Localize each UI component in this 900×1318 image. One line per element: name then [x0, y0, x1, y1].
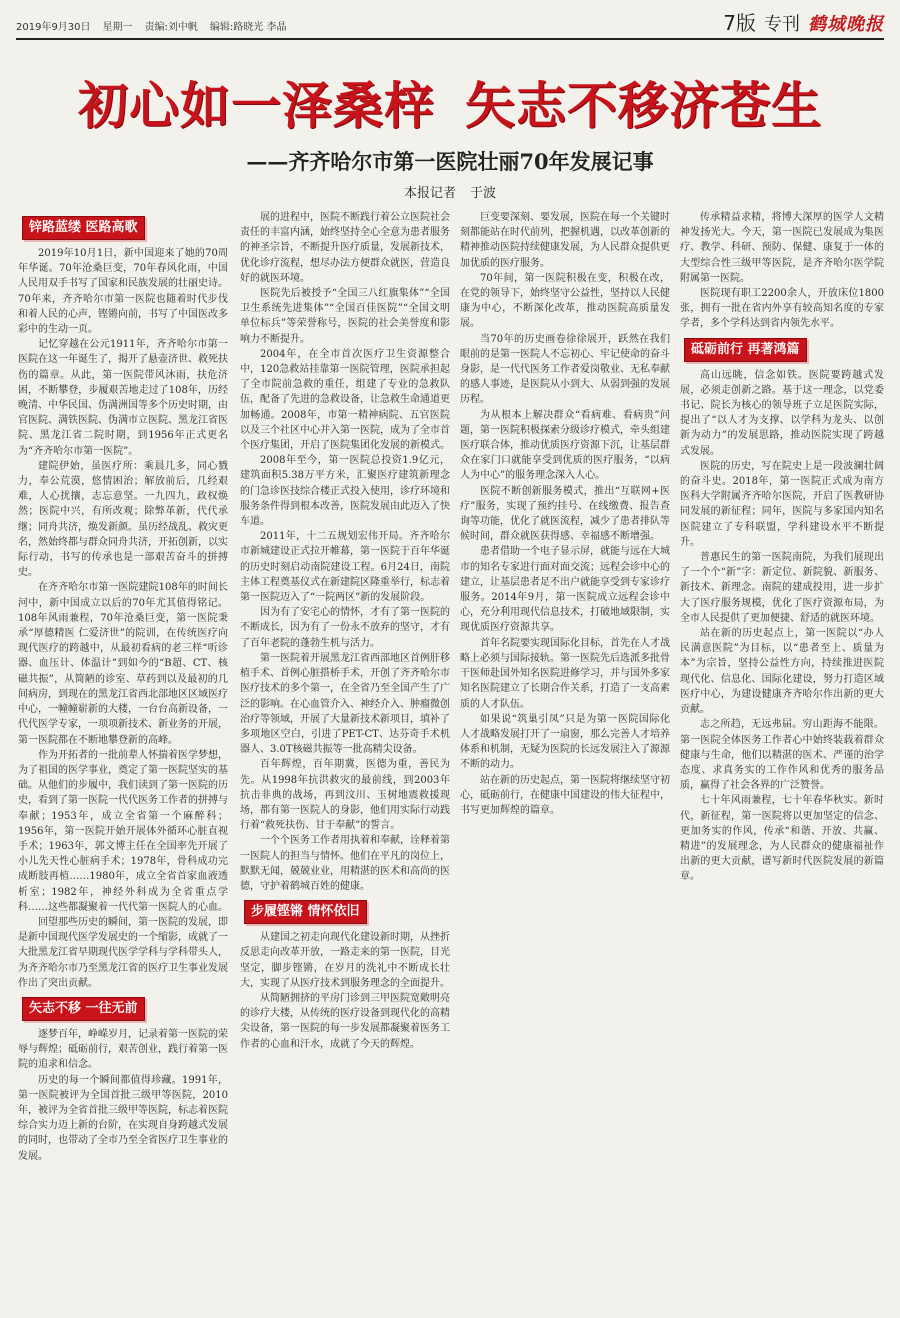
paragraph: 百年辉煌，百年期冀，医德为重，善民为先。从1998年抗洪救灾的最前线，到2003年抗击非典的战场，再到汶川、玉树地震救援现场，都有第一医院人的身影，他们用实际行动践行着“救死扶伤、甘于奉献”的誓言。 — [240, 759, 450, 832]
paragraph: 站在新的历史起点上，第一医院以“办人民满意医院”为目标，以“患者至上、质量为本”为宗旨，坚持公益性方向，持续推进医院现代化、信息化、国际化建设，努力打造区域医疗中心，为建设健康齐齐哈尔作出新的更大贡献。 — [680, 628, 884, 716]
paragraph: 2008年至今，第一医院总投资1.9亿元，建筑面积5.38万平方米，汇聚医疗建筑新理念的门急诊医技综合楼正式投入使用，诊疗环境和服务条件得到根本改善，医院发展由此迈入了快车道。 — [240, 455, 450, 528]
paragraph: 医院的历史，写在院史上是一段波澜壮阔的奋斗史。2018年，第一医院正式成为南方医科大学附属齐齐哈尔医院，开启了医教研协同发展的新征程；同年，医院与多家国内知名医院建立了专科联盟，学科建设水平不断提升。 — [680, 460, 884, 548]
paragraph: 从简陋拥挤的平房门诊到三甲医院宽敞明亮的诊疗大楼，从传统的医疗设备到现代化的高精尖设备，第一医院的每一步发展都凝聚着医务工作者的心血和汗水，成就了今天的辉煌。 — [240, 992, 450, 1050]
paragraph: 当70年的历史画卷徐徐展开，跃然在我们眼前的是第一医院人不忘初心、牢记使命的奋斗身影，是一代代医务工作者爱岗敬业、无私奉献的感人事迹，是医院从小到大、从弱到强的发展历程。 — [460, 333, 670, 406]
col1b-body — [18, 1027, 228, 1164]
section-name: 专刊 — [764, 14, 800, 35]
section-heading-2: 矢志不移 一往无前 — [22, 997, 145, 1021]
byline — [0, 182, 900, 201]
paragraph: 回望那些历史的瞬间，第一医院的发展，即是新中国现代医学发展史的一个缩影，成就了一大批黑龙江省早期现代医学学科与学科带头人，为齐齐哈尔市乃至黑龙江省的医疗卫生事业发展作出了突出贡献。 — [18, 916, 228, 989]
paragraph: 为从根本上解决群众“看病难、看病贵”问题，第一医院积极探索分级诊疗模式，牵头组建医疗联合体，推动优质医疗资源下沉，让基层群众在家门口就能享受到优质的医疗服务，“以病人为中心”的服务理念深入人心。 — [460, 409, 670, 482]
paragraph: 70年间，第一医院积极在变，积极在改，在党的领导下，始终坚守公益性，坚持以人民健康为中心，不断深化改革，推动医院高质量发展。 — [460, 272, 670, 330]
paragraph: 医院不断创新服务模式，推出“互联网+医疗”服务，实现了预约挂号、在线缴费、报告查询等功能，优化了就医流程，减少了患者排队等候时间，群众就医获得感、幸福感不断增强。 — [460, 485, 670, 543]
article-column-2 — [240, 210, 450, 1300]
issue-weekday: 星期一 — [102, 22, 133, 33]
article-column-3 — [460, 210, 670, 1300]
page-number: 7版 — [723, 11, 756, 35]
paragraph: 展的进程中，医院不断践行着公立医院社会责任的丰富内涵，始终坚持全心全意为患者服务的神圣宗旨，不断提升医疗质量，发展新技术，优化诊疗流程，想尽办法方便群众就医，营造良好的就医环境。 — [240, 212, 450, 284]
header-meta — [16, 18, 286, 38]
paragraph: 建院伊始，虽医疗所：乘晨几多，同心戮力，奉公荒漠，悠情困治；解放前后，几经艰难，人心扰攘，志忘意坚。一九四九，政权焕然；医院中兴，有所改观；除弊革新，代代承继；同舟共济，焕发新颜。虽历经战乱、救灾更名，然始终都与群众同舟共济，开拓创新，以实际行动，书写的传承也是一部艰苦奋斗的拼搏史。 — [18, 460, 228, 579]
paragraph: 站在新的历史起点，第一医院将继续坚守初心，砥砺前行，在健康中国建设的伟大征程中，书写更加辉煌的篇章。 — [460, 774, 670, 816]
paragraph: 患者借助一个电子显示屏，就能与远在大城市的知名专家进行面对面交流；远程会诊中心的建立，让基层患者足不出户就能享受到专家诊疗服务。2014年9月，第一医院成立远程会诊中心，充分利用现代信息技术，打破地域限制，实现优质医疗资源共享。 — [460, 546, 670, 634]
paragraph: 2011年，十二五规划宏伟开局。齐齐哈尔市新城建设正式拉开帷幕，第一医院于百年华诞的历史时刻启动南院建设工程。6月24日，南院主体工程奠基仪式在新建院区隆重举行，标志着第一医院迈入了“一院两区”新的发展阶段。 — [240, 531, 450, 604]
paragraph: 逐梦百年，峥嵘岁月，记录着第一医院的荣辱与辉煌；砥砺前行，艰苦创业，践行着第一医院的追求和信念。 — [18, 1028, 228, 1071]
paragraph: 普惠民生的第一医院南院，为我们展现出了一个个“新”字：新定位、新院貌、新服务、新技术、新理念。南院的建成投用，进一步扩大了医疗服务规模，优化了医疗资源布局，为全市人民提供了更加便捷、舒适的就医环境。 — [680, 552, 884, 624]
reporter-label: 本报记者 — [403, 186, 456, 201]
editor-credit: 责编:刘中帆 — [144, 22, 198, 33]
article-column-4 — [680, 210, 884, 1300]
sub-headline: ——齐齐哈尔市第一医院壮丽70年发展记事 — [246, 149, 654, 174]
paragraph: 七十年风雨兼程，七十年春华秋实。新时代，新征程，第一医院将以更加坚定的信念、更加务实的作风，传承“和谐、开放、共赢、精进”的发展理念，为人民群众的健康福祉作出新的更大贡献，谱写新时代医院发展的新篇章。 — [680, 795, 884, 883]
paragraph: 医院先后被授予“全国三八红旗集体”“全国卫生系统先进集体”“全国百佳医院”“全国文明单位标兵”等荣誉称号，医院的社会美誉度和影响力不断提升。 — [240, 288, 450, 345]
headline-right: 矢志不移济苍生 — [465, 77, 822, 135]
paragraph: 如果说“筑巢引凤”只是为第一医院国际化人才战略发展打开了一扇窗，那么完善人才培养体系和机制，无疑为医院的长远发展注入了源源不断的动力。 — [460, 713, 670, 771]
col1-body — [18, 246, 228, 991]
headline-left: 初心如一泽桑梓 — [78, 77, 435, 135]
reporter-name: 于波 — [470, 186, 497, 201]
paragraph: 2019年10月1日，新中国迎来了她的70周年华诞。70年沧桑巨变，70年春风化雨，中国人民用双手书写了国家和民族发展的壮丽史诗。70年来，齐齐哈尔市第一医院也随着时代步伐和着人民的心声，铿锵向前，书写了中国医改多彩中的生动一页。 — [18, 248, 228, 336]
paragraph: 一个个医务工作者用执着和奉献，诠释着第一医院人的担当与情怀。他们在平凡的岗位上，默默无闻，兢兢业业，用精湛的医术和高尚的医德，守护着鹤城百姓的健康。 — [240, 835, 450, 892]
paragraph: 在齐齐哈尔市第一医院建院108年的时间长河中，新中国成立以后的70年尤其值得铭记。108年风雨兼程，70年沧桑巨变，第一医院秉承“厚德精医 仁爱济世”的院训，在传统医疗向现代医疗的跨越中，从最初看病的老三样“听诊器、血压计、体温计”到如今的“B超、CT、核磁共振”，从简陋的诊室、草药到以及最初的几间病房，到现在的黑龙江省西北部地区区域医疗中心，一幢幢崭新的大楼，一台台高新设备，一代代医学专家，一项项新技术、新业务的开展，第一医院都在不断地攀登新的高峰。 — [18, 582, 228, 746]
paragraph: 历史的每一个瞬间都值得珍藏。1991年，第一医院被评为全国首批三级甲等医院，2010年，被评为全省首批三级甲等医院，标志着医院综合实力迈上新的台阶，在实现自身跨越式发展的同时，也带动了全市乃至全省医疗卫生事业的发展。 — [18, 1074, 228, 1162]
paragraph: 传承精益求精，将博大深厚的医学人文精神发扬光大。今天，第一医院已发展成为集医疗、教学、科研、预防、保健、康复于一体的大型综合性三级甲等医院，是齐齐哈尔医学院附属第一医院。 — [680, 212, 884, 284]
paragraph: 记忆穿越在公元1911年，齐齐哈尔市第一医院在这一年诞生了，揭开了悬壶济世、救死扶伤的篇章。从此，第一医院带风沐雨，扶危济困，不断攀登，步履艰苦地走过了108年，历经晚清、中华民国、伪满洲国等多个历史时期，由官医院、满铁医院、伪满市立医院、黑龙江省医院、黑龙江省二院时期，到1956年正式更名为“齐齐哈尔市第一医院”。 — [18, 339, 228, 457]
masthead-logo: 鹤城晚报 — [808, 14, 884, 35]
paragraph: 医院现有职工2200余人，开放床位1800张，拥有一批在省内外享有较高知名度的专家学者，多个学科达到省内领先水平。 — [680, 288, 884, 330]
paragraph: 首年名院要实现国际化目标，首先在人才战略上必须与国际接轨。第一医院先后选派多批骨干医师赴国外知名医院进修学习，并与国外多家知名医院建立了长期合作关系，打造了一支高素质的人才队伍。 — [460, 637, 670, 710]
header-right — [723, 7, 884, 38]
paragraph: 巨变要深刻、要发展，医院在每一个关键时刻都能站在时代前列，把握机遇，以改革创新的精神推动医院持续健康发展，为人民群众提供更加优质的医疗服务。 — [460, 212, 670, 269]
paragraph: 从建国之初走向现代化建设新时期，从挫折反思走向改革开放，一路走来的第一医院，目光坚定，脚步铿锵，在岁月的洗礼中不断成长壮大，实现了从医疗技术到服务理念的全面提升。 — [240, 932, 450, 989]
paragraph: 因为有了安宅心的情怀，才有了第一医院的不断成长，因为有了一份永不放弃的坚守，才有了百年老院的蓬勃生机与活力。 — [240, 607, 450, 649]
main-headline — [0, 66, 900, 138]
section-heading-3: 步履铿锵 情怀依旧 — [244, 900, 367, 924]
layout-credit: 编辑:路晓光 李晶 — [209, 22, 287, 33]
page-header — [16, 10, 884, 40]
paragraph: 2004年，在全市首次医疗卫生资源整合中，120急救站挂靠第一医院管理，医院承担起了全市院前急救的重任，组建了专业的急救队伍，配备了先进的急救设备，让急救生命通道更加畅通。2008年，市第一精神病院、五官医院以及三个社区中心并入第一医院，成为了全市首个医疗集团，开启了医院集团化发展的新模式。 — [240, 348, 450, 452]
paragraph: 高山远眺，信念如铁。医院要跨越式发展，必须走创新之路。基于这一理念，以党委书记、院长为核心的领导班子立足医院实际，提出了“以人才为支撑、以学科为龙头、以创新为动力”的发展思路，推动医院实现了跨越式发展。 — [680, 369, 884, 457]
paragraph: 作为开拓者的一批前辈人怀揣着医学梦想，为了祖国的医学事业，奠定了第一医院坚实的基础。从他们的步履中，我们读到了第一医院的历史，看到了第一医院一代代医务工作者的拼搏与奉献；1953年，成立全省第一个麻醉科；1956年，第一医院开始开展体外循环心脏直视手术；1963年，郭文博主任在全国率先开展了小儿先天性心脏病手术；1978年，骨科成功完成断肢再植……1980年，成立全省首家血液透析室；1982年，神经外科成为全省重点学科……这些都凝聚着一代代第一医院人的心血。 — [18, 749, 228, 913]
section-heading-1: 锌路蓝缕 医路高歌 — [22, 216, 145, 240]
issue-date: 2019年9月30日 — [16, 22, 91, 33]
paragraph: 第一医院着开展黑龙江省西部地区首例肝移植手术、首例心脏搭桥手术，开创了齐齐哈尔市医疗技术的多个第一，在全省乃至全国产生了广泛的影响。在心血管介入、神经介入、肿瘤微创治疗等领域，开展了大量新技术新项目，填补了多项地区空白，引进了PET-CT、达芬奇手术机器人、3.0T核磁共振等一批高精尖设备。 — [240, 652, 450, 756]
section-heading-4: 砥砺前行 再著鸿篇 — [684, 338, 807, 362]
paragraph: 志之所趋，无远弗届。穷山距海不能限。第一医院全体医务工作者心中始终装载着群众健康与生命，他们以精湛的医术、严谨的治学态度、求真务实的工作作风和优秀的服务品质，赢得了社会各界的广泛赞誉。 — [680, 719, 884, 792]
article-column-1 — [18, 210, 228, 1300]
